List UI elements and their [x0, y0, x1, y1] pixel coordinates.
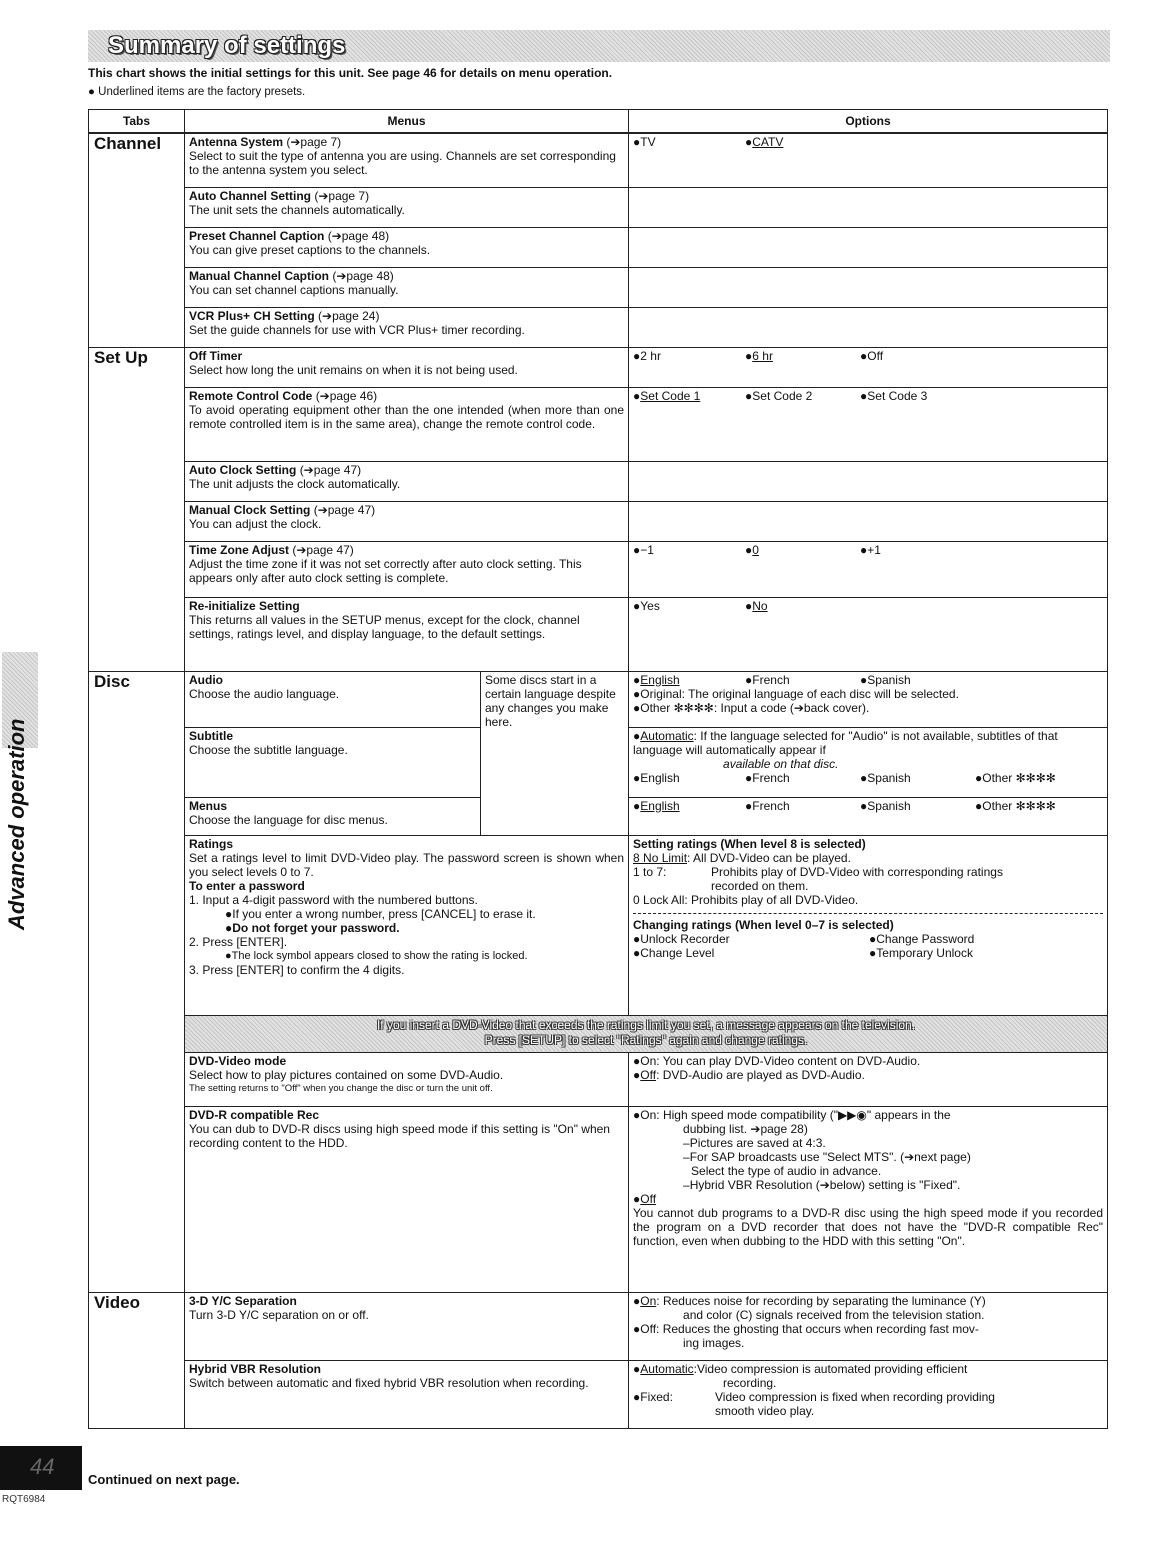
preset-note: ● Underlined items are the factory presets. — [88, 86, 306, 98]
options-dvd-video-mode: ●On: You can play DVD-Video content on DVD-Audio. ●Off: DVD-Audio are played as DVD-Audio. — [629, 1052, 1108, 1106]
table-row — [89, 267, 1108, 307]
continued-note: Continued on next page. — [88, 1472, 240, 1487]
page-title: Summary of settings — [108, 32, 346, 59]
page-number: 44 — [30, 1454, 55, 1479]
table-row — [89, 227, 1108, 267]
menu-dvd-video-mode: DVD-Video mode Select how to play pictures contained on some DVD-Audio. The setting returns to "Off" when you change the disc or turn the unit off. — [185, 1052, 629, 1106]
table-row — [89, 1106, 1108, 1292]
menu-remote-code: Remote Control Code (➔page 46) To avoid operating equipment other than the one intended (when more than one remote controlled item is in the same area), change the remote control code. — [185, 387, 629, 461]
tab-setup: Set Up — [89, 347, 185, 387]
table-row — [89, 387, 1108, 461]
menu-vcr-plus: VCR Plus+ CH Setting (➔page 24) Set the guide channels for use with VCR Plus+ timer recording. — [185, 307, 629, 347]
options-3d-yc: ●On: Reduces noise for recording by separating the luminance (Y) and color (C) signals received from the television station. ●Off: Reduces the ghosting that occurs when recording fast mov- ing images. — [629, 1292, 1108, 1360]
title-band — [88, 30, 1110, 62]
options-audio: ●English ●French ●Spanish ●Original: The original language of each disc will be selected. ●Other ✻✻✻✻: Input a code (➔back cover). — [629, 671, 1108, 727]
menu-manual-caption: Manual Channel Caption (➔page 48) You can set channel captions manually. — [185, 267, 629, 307]
model-number: RQT6984 — [2, 1494, 46, 1505]
settings-table — [88, 109, 1108, 1429]
table-row — [89, 541, 1108, 597]
menu-preset-caption: Preset Channel Caption (➔page 48) You can give preset captions to the channels. — [185, 227, 629, 267]
options-dvd-r-compatible: ●On: High speed mode compatibility ("▶▶◉" appears in the dubbing list. ➔page 28) –Pictures are saved at 4:3. –For SAP broadcasts use "Select MTS". (➔next page) Select the type of audio in advance. –Hybrid VBR Resolution (➔below) setting is "Fixed". ●Off You cannot dub programs to a DVD-R disc using the high speed mode if you recorded the program on a DVD recorder that does not have the "DVD-R compatible Rec" function, even when dubbing to the HDD with this setting "On". — [629, 1106, 1108, 1292]
menu-ratings: Ratings Set a ratings level to limit DVD-Video play. The password screen is shown when you select levels 0 to 7. To enter a password 1. Input a 4-digit password with the numbered buttons. ●If you enter a wrong number, press [CANCEL] to erase it. ●Do not forget your password. 2. Press [ENTER]. ●The lock symbol appears closed to show the rating is locked. 3. Press [ENTER] to confirm the 4 digits. — [185, 835, 629, 1015]
dashed-divider — [633, 913, 1103, 914]
options-off-timer: ●2 hr ●6 hr ●Off — [629, 347, 1108, 387]
table-row — [89, 307, 1108, 347]
tab-channel: Channel — [89, 133, 185, 187]
table-row — [89, 501, 1108, 541]
menu-antenna-system: Antenna System (➔page 7) Select to suit the type of antenna you are using. Channels are set corresponding to the antenna system you select. — [185, 133, 629, 187]
menu-auto-channel: Auto Channel Setting (➔page 7) The unit sets the channels automatically. — [185, 187, 629, 227]
table-row — [89, 461, 1108, 501]
table-header-row — [89, 110, 1108, 134]
side-section-label: Advanced operation — [4, 718, 29, 930]
options-ratings: Setting ratings (When level 8 is selected) 8 No Limit: All DVD-Video can be played. 1 to 7: Prohibits play of DVD-Video with corresponding ratings recorded on them. 0 Lock All: Prohibits play of all DVD-Video. Changing ratings (When level 0–7 is selected) ●Unlock Recorder ●Change Password ●Change Level ●Temporary Unlock — [629, 835, 1108, 1015]
menu-audio: Audio Choose the audio language. — [185, 671, 481, 727]
header-menus: Menus — [185, 110, 629, 134]
table-row — [89, 671, 1108, 727]
table-row — [89, 1052, 1108, 1106]
menu-manual-clock: Manual Clock Setting (➔page 47) You can adjust the clock. — [185, 501, 629, 541]
menu-hybrid-vbr: Hybrid VBR Resolution Switch between automatic and fixed hybrid VBR resolution when recording. — [185, 1360, 629, 1428]
options-antenna-system: ●TV ●CATV — [629, 133, 1108, 187]
table-row — [89, 347, 1108, 387]
options-time-zone: ●−1 ●0 ●+1 — [629, 541, 1108, 597]
table-row — [89, 1292, 1108, 1360]
menu-off-timer: Off Timer Select how long the unit remains on when it is not being used. — [185, 347, 629, 387]
menu-subtitle: Subtitle Choose the subtitle language. — [185, 727, 481, 797]
intro-text: This chart shows the initial settings for this unit. See page 46 for details on menu operation. — [88, 66, 613, 80]
options-subtitle: ●Automatic: If the language selected for "Audio" is not available, subtitles of that language will automatically appear if available on that disc. ●English ●French ●Spanish ●Other ✻✻✻✻ — [629, 727, 1108, 797]
table-row — [89, 597, 1108, 671]
options-reinitialize: ●Yes ●No — [629, 597, 1108, 671]
menu-reinitialize: Re-initialize Setting This returns all values in the SETUP menus, except for the clock, channel settings, ratings level, and display language, to the default settings. — [185, 597, 629, 671]
header-options: Options — [629, 110, 1108, 134]
header-tabs: Tabs — [89, 110, 185, 134]
options-hybrid-vbr: ●Automatic:Video compression is automated providing efficient recording. ●Fixed: Video compression is fixed when recording providing smooth video play. — [629, 1360, 1108, 1428]
options-menus: ●English ●French ●Spanish ●Other ✻✻✻✻ — [629, 797, 1108, 835]
table-row — [89, 187, 1108, 227]
menu-time-zone: Time Zone Adjust (➔page 47) Adjust the time zone if it was not set correctly after auto clock setting. This appears only after auto clock setting is complete. — [185, 541, 629, 597]
page-number-box — [0, 1446, 82, 1490]
menu-menus: Menus Choose the language for disc menus. — [185, 797, 481, 835]
options-remote-code: ●Set Code 1 ●Set Code 2 ●Set Code 3 — [629, 387, 1108, 461]
menu-auto-clock: Auto Clock Setting (➔page 47) The unit adjusts the clock automatically. — [185, 461, 629, 501]
ratings-banner: If you insert a DVD-Video that exceeds the ratings limit you set, a message appears on the television. Press [SETUP] to select "Ratings" again and change ratings. — [185, 1015, 1108, 1052]
table-row — [89, 835, 1108, 1015]
menu-3d-yc: 3-D Y/C Separation Turn 3-D Y/C separation on or off. — [185, 1292, 629, 1360]
disc-language-note: Some discs start in a certain language despite any changes you make here. — [481, 671, 629, 835]
high-speed-icon: ▶▶◉ — [837, 1107, 867, 1122]
table-row — [89, 1015, 1108, 1052]
menu-dvd-r-compatible: DVD-R compatible Rec You can dub to DVD-R discs using high speed mode if this setting is "On" when recording content to the HDD. — [185, 1106, 629, 1292]
tab-disc: Disc — [89, 671, 185, 727]
table-row — [89, 1360, 1108, 1428]
table-row — [89, 133, 1108, 187]
tab-video: Video — [89, 1292, 185, 1360]
